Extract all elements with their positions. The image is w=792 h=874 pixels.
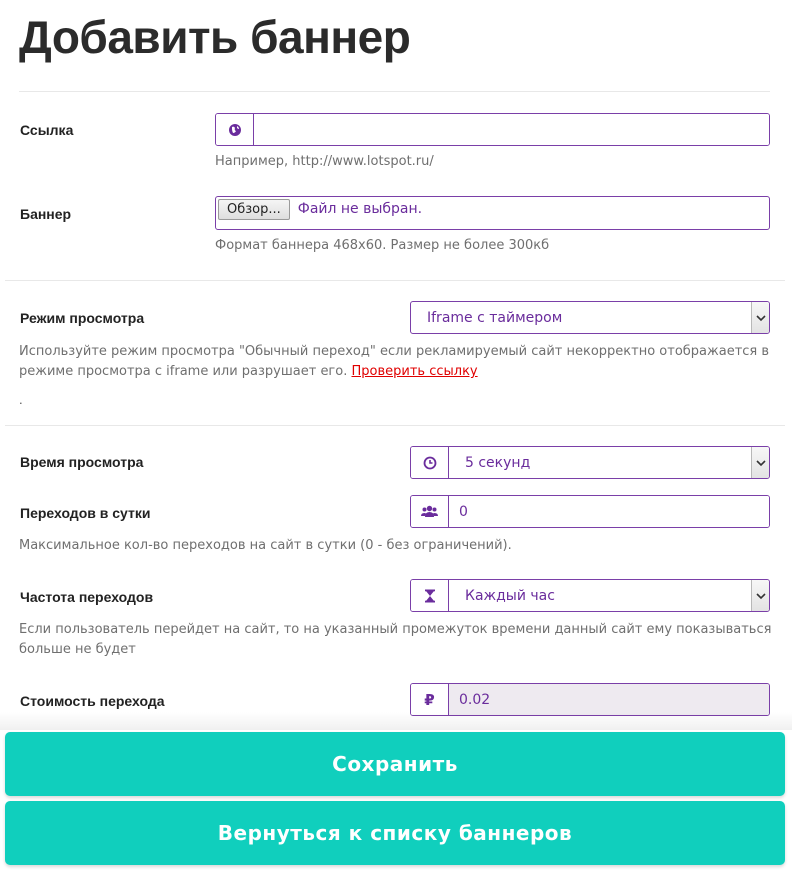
frequency-select[interactable] (410, 579, 770, 612)
chevron-down-icon[interactable] (751, 580, 769, 611)
daily-clicks-input-group (410, 495, 770, 528)
browse-button[interactable]: Обзор... (218, 199, 290, 220)
cost-value: 0.02 (449, 684, 769, 715)
view-mode-value: Iframe с таймером (427, 309, 563, 326)
frequency-label: Частота переходов (20, 589, 154, 605)
chevron-down-icon[interactable] (751, 447, 769, 478)
cost-label: Стоимость перехода (20, 693, 165, 709)
globe-icon (216, 114, 254, 145)
view-mode-select[interactable] (410, 301, 770, 334)
file-status: Файл не выбран. (297, 201, 423, 217)
view-mode-hint-text: Используйте режим просмотра "Обычный переход" если рекламируемый сайт некорректно отображается в режиме просмотра с iframe или разрушает его. (19, 344, 770, 379)
view-mode-label: Режим просмотра (20, 310, 145, 326)
view-time-select[interactable] (410, 446, 770, 479)
link-label: Ссылка (20, 122, 74, 138)
link-hint: Например, http://www.lotspot.ru/ (215, 154, 434, 169)
divider (5, 280, 785, 281)
banner-file-input[interactable] (215, 196, 770, 230)
clock-icon (411, 447, 449, 478)
divider (5, 425, 785, 426)
ruble-icon: ₽ (411, 684, 449, 715)
view-time-value: 5 секунд (465, 454, 531, 471)
scroll-fade (0, 712, 792, 730)
frequency-hint: Если пользователь перейдет на сайт, то на указанный промежуток времени данный сайт ему показываться больше не будет (19, 622, 772, 657)
daily-clicks-input[interactable] (449, 496, 769, 527)
view-time-label: Время просмотра (20, 454, 144, 470)
trailing-dot: . (19, 392, 23, 407)
link-input[interactable] (254, 114, 769, 145)
banner-hint: Формат баннера 468x60. Размер не более 300кб (215, 238, 550, 253)
divider (19, 91, 770, 92)
users-icon (411, 496, 449, 527)
view-mode-hint (19, 342, 779, 382)
frequency-value: Каждый час (465, 587, 555, 604)
link-input-group (215, 113, 770, 146)
back-to-banners-button[interactable]: Вернуться к списку баннеров (5, 801, 785, 865)
page-title: Добавить баннер (19, 11, 411, 63)
check-link[interactable]: Проверить ссылку (351, 364, 478, 379)
daily-clicks-hint: Максимальное кол-во переходов на сайт в сутки (0 - без ограничений). (19, 538, 512, 553)
hourglass-icon (411, 580, 449, 611)
banner-label: Баннер (20, 206, 72, 222)
chevron-down-icon[interactable] (751, 302, 769, 333)
save-button[interactable]: Сохранить (5, 732, 785, 796)
daily-clicks-label: Переходов в сутки (20, 505, 151, 521)
